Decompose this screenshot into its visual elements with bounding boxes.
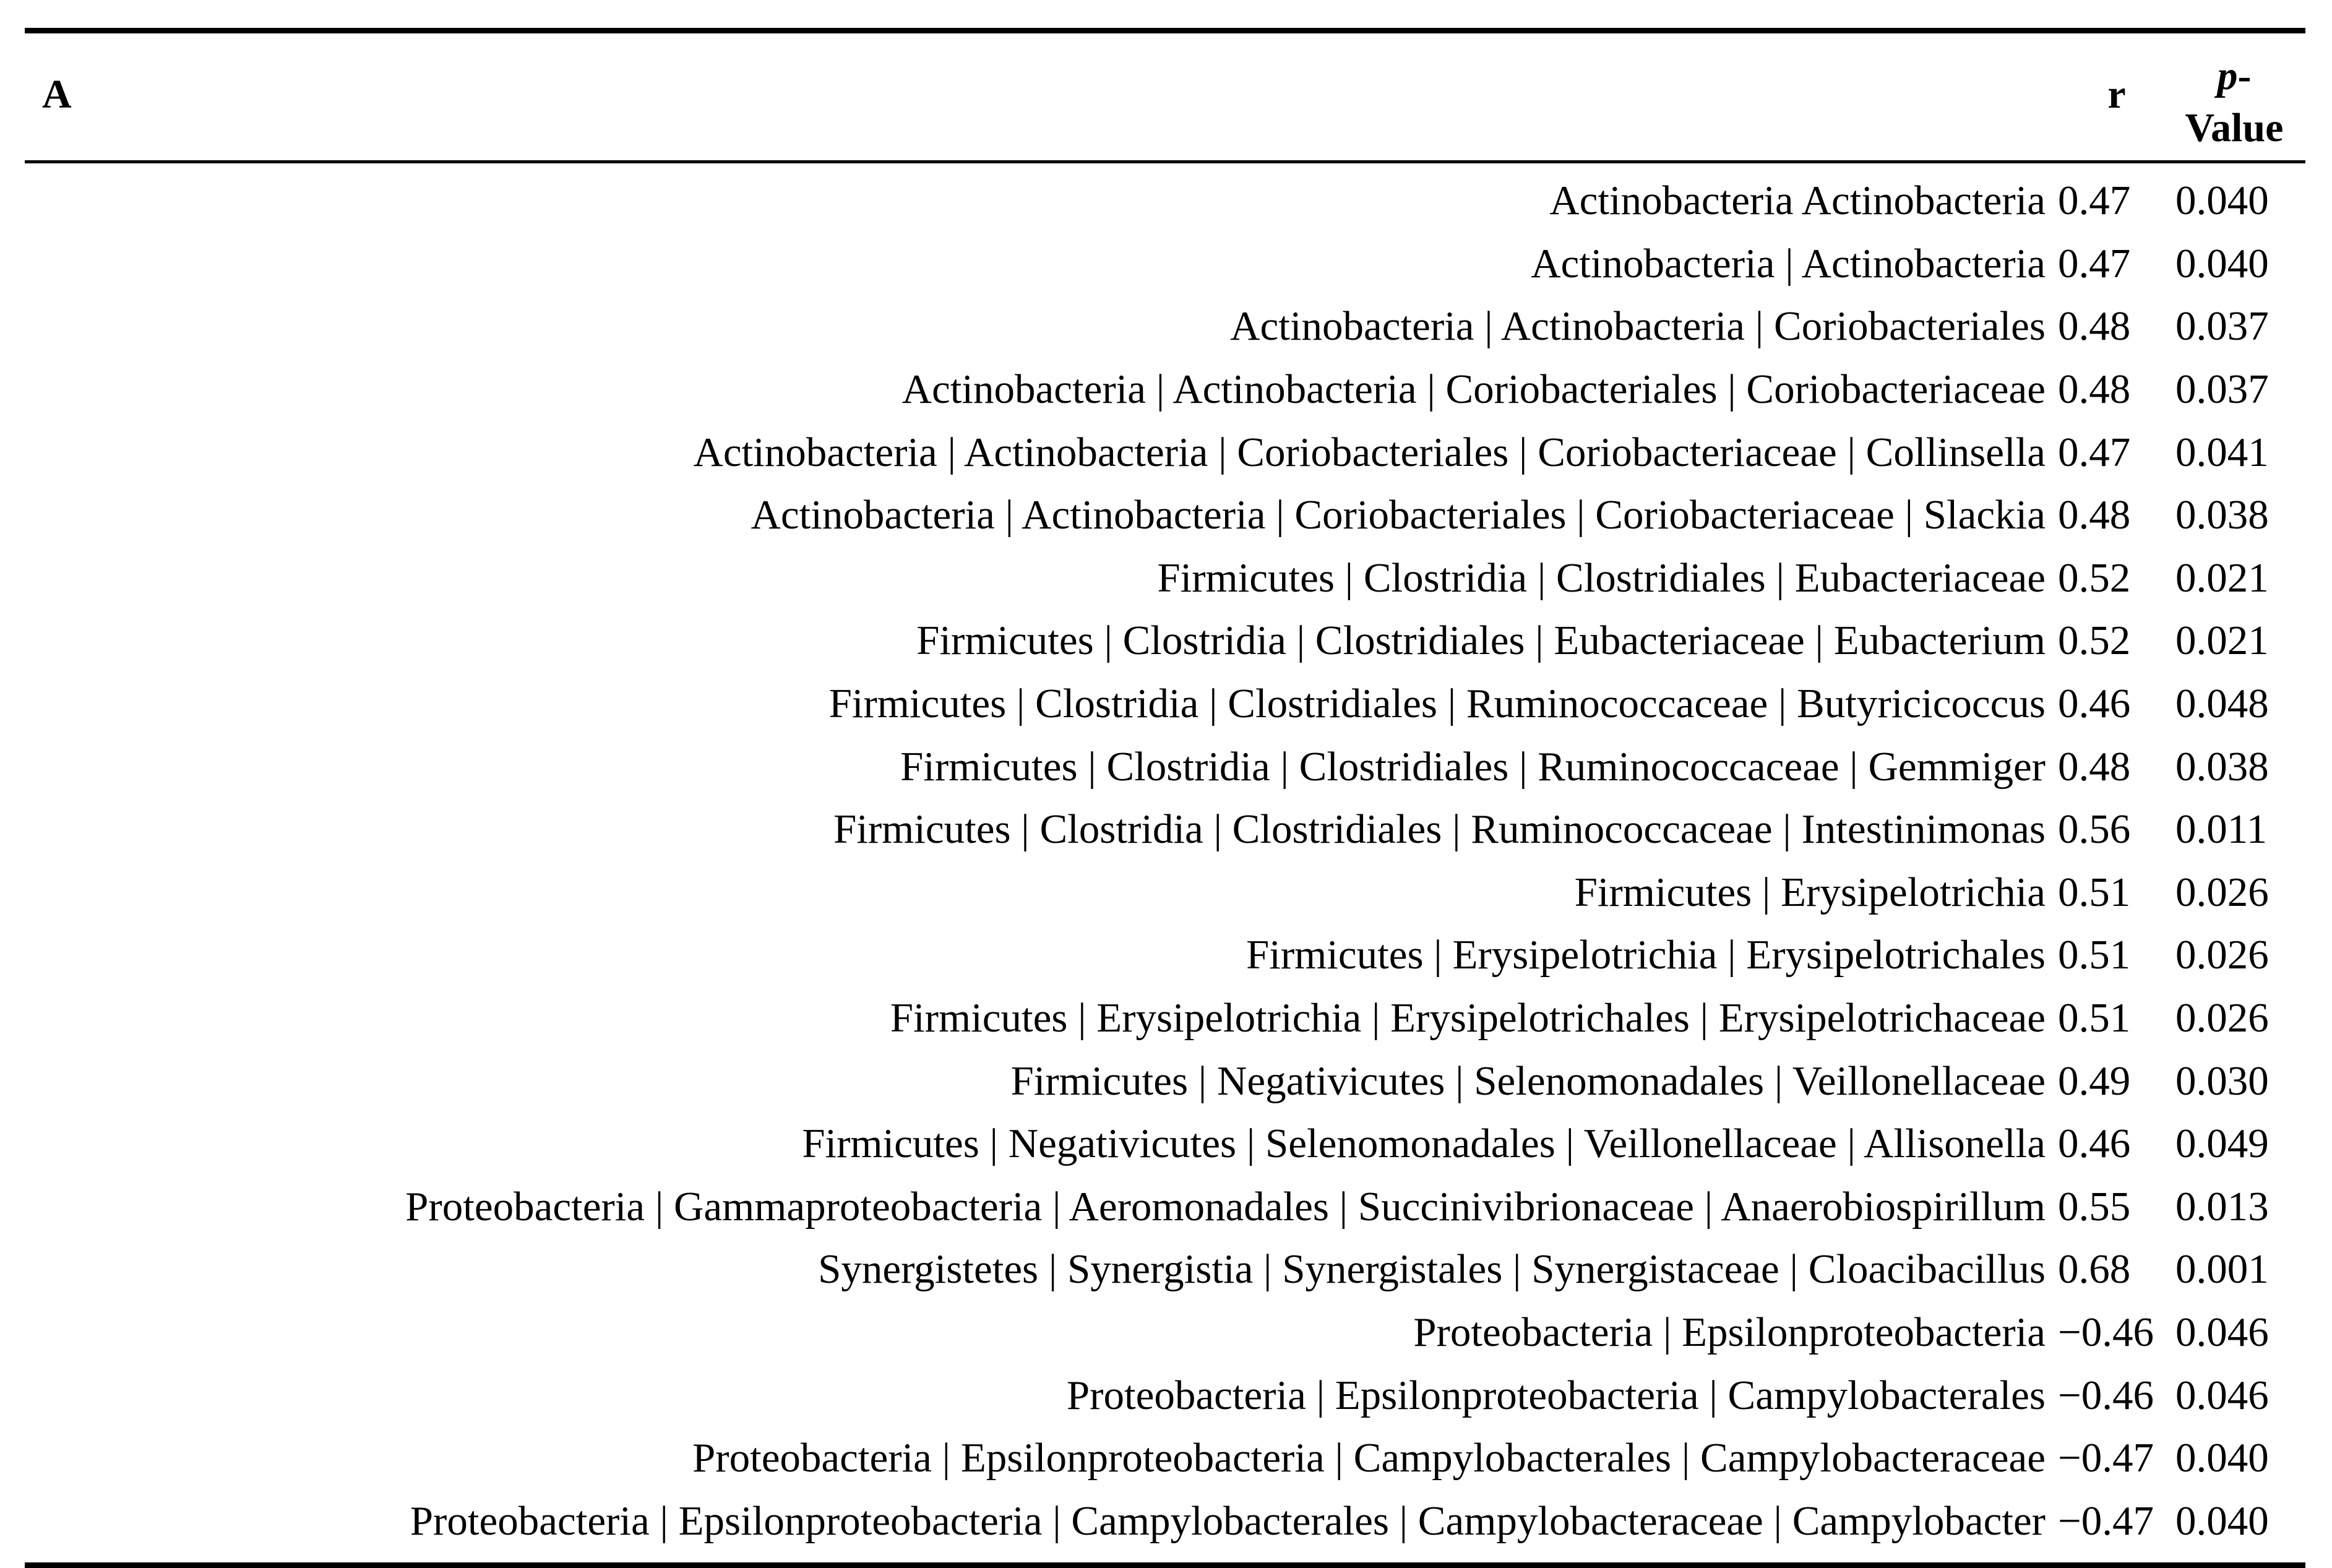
table-header-row [25, 33, 2305, 160]
taxon-cell: Actinobacteria | Actinobacteria | Coriobacteriales | Coriobacteriaceae [901, 366, 2046, 413]
r-value-cell: 0.48 [2058, 303, 2131, 350]
r-value-cell: −0.47 [2058, 1435, 2154, 1481]
taxon-cell: Firmicutes | Erysipelotrichia [1574, 869, 2046, 915]
table-top-rule [25, 28, 2305, 33]
header-p-word: Value [2185, 105, 2284, 150]
r-value-cell: 0.48 [2058, 366, 2131, 413]
table-row [25, 1049, 2305, 1113]
taxon-cell: Synergistetes | Synergistia | Synergistales | Synergistaceae | Cloacibacillus [818, 1246, 2046, 1293]
table-row [25, 484, 2305, 547]
taxon-cell: Actinobacteria Actinobacteria [1549, 178, 2046, 224]
p-value-cell: 0.049 [2175, 1121, 2269, 1167]
r-value-cell: 0.47 [2058, 240, 2131, 286]
taxon-cell: Actinobacteria | Actinobacteria | Coriobacteriales | Coriobacteriaceae | Collinsella [693, 429, 2046, 475]
taxon-cell: Firmicutes | Erysipelotrichia | Erysipelotrichales [1246, 932, 2046, 978]
taxon-cell: Actinobacteria | Actinobacteria [1531, 240, 2046, 286]
table-row [25, 861, 2305, 924]
r-value-cell: 0.51 [2058, 995, 2131, 1041]
taxon-cell: Firmicutes | Negativicutes | Selenomonadales | Veillonellaceae [1010, 1058, 2046, 1104]
taxon-cell: Firmicutes | Negativicutes | Selenomonadales | Veillonellaceae | Allisonella [802, 1121, 2046, 1167]
p-value-cell: 0.038 [2175, 743, 2269, 790]
taxon-cell: Firmicutes | Clostridia | Clostridiales | Ruminococcaceae | Gemmiger [900, 743, 2046, 790]
r-value-cell: 0.49 [2058, 1058, 2131, 1104]
table-row [25, 1176, 2305, 1239]
p-value-cell: 0.040 [2175, 178, 2269, 224]
taxon-cell: Firmicutes | Erysipelotrichia | Erysipelotrichales | Erysipelotrichaceae [890, 995, 2046, 1041]
r-value-cell: 0.47 [2058, 429, 2131, 475]
correlation-table [25, 28, 2305, 1568]
p-value-cell: 0.013 [2175, 1183, 2269, 1230]
taxon-cell: Firmicutes | Clostridia | Clostridiales | Eubacteriaceae | Eubacterium [916, 618, 2046, 664]
table-row [25, 1113, 2305, 1176]
taxon-cell: Proteobacteria | Epsilonproteobacteria [1413, 1309, 2046, 1355]
header-p-italic: p [2217, 53, 2238, 98]
p-value-cell: 0.048 [2175, 681, 2269, 727]
table-row [25, 1301, 2305, 1364]
r-value-cell: 0.51 [2058, 869, 2131, 915]
taxon-cell: Actinobacteria | Actinobacteria | Coriobacteriales | Coriobacteriaceae | Slackia [751, 492, 2046, 538]
table-row [25, 610, 2305, 673]
p-value-cell: 0.040 [2175, 240, 2269, 286]
p-value-cell: 0.026 [2175, 869, 2269, 915]
r-value-cell: 0.55 [2058, 1183, 2131, 1230]
table-row [25, 1364, 2305, 1427]
header-label: A [42, 72, 72, 117]
table-row [25, 798, 2305, 861]
table-row [25, 735, 2305, 798]
p-value-cell: 0.046 [2175, 1372, 2269, 1418]
r-value-cell: −0.46 [2058, 1372, 2154, 1418]
taxon-cell: Firmicutes | Clostridia | Clostridiales | Ruminococcaceae | Butyricicoccus [828, 681, 2046, 727]
r-value-cell: 0.48 [2058, 492, 2131, 538]
taxon-cell: Proteobacteria | Epsilonproteobacteria | Campylobacterales | Campylobacteraceae | Campylobacter [410, 1497, 2046, 1544]
p-value-cell: 0.001 [2175, 1246, 2269, 1293]
p-value-cell: 0.046 [2175, 1309, 2269, 1355]
header-p-dash: - [2237, 53, 2252, 98]
table-body [25, 163, 2305, 1562]
table-row [25, 673, 2305, 736]
r-value-cell: 0.52 [2058, 618, 2131, 664]
table-row [25, 170, 2305, 233]
p-value-cell: 0.038 [2175, 492, 2269, 538]
p-value-cell: 0.026 [2175, 932, 2269, 978]
r-value-cell: 0.68 [2058, 1246, 2131, 1293]
p-value-cell: 0.037 [2175, 303, 2269, 350]
taxon-cell: Proteobacteria | Gammaproteobacteria | Aeromonadales | Succinivibrionaceae | Anaerobiospirillum [405, 1183, 2046, 1230]
header-p-value [2163, 50, 2305, 154]
taxon-cell: Actinobacteria | Actinobacteria | Coriobacteriales [1230, 303, 2046, 350]
r-value-cell: −0.47 [2058, 1497, 2154, 1544]
taxon-cell: Firmicutes | Clostridia | Clostridiales | Ruminococcaceae | Intestinimonas [833, 806, 2046, 853]
table-row [25, 1238, 2305, 1301]
table-row [25, 295, 2305, 358]
table-bottom-rule [25, 1562, 2305, 1568]
r-value-cell: 0.46 [2058, 1121, 2131, 1167]
p-value-cell: 0.030 [2175, 1058, 2269, 1104]
header-r: r [2107, 72, 2126, 117]
r-value-cell: 0.52 [2058, 554, 2131, 601]
p-value-cell: 0.021 [2175, 618, 2269, 664]
r-value-cell: 0.46 [2058, 681, 2131, 727]
table-row [25, 547, 2305, 610]
table-row [25, 924, 2305, 987]
p-value-cell: 0.037 [2175, 366, 2269, 413]
table-row [25, 358, 2305, 421]
r-value-cell: 0.51 [2058, 932, 2131, 978]
r-value-cell: −0.46 [2058, 1309, 2154, 1355]
table-row [25, 1427, 2305, 1490]
p-value-cell: 0.040 [2175, 1497, 2269, 1544]
p-value-cell: 0.011 [2175, 806, 2268, 853]
table-row [25, 421, 2305, 484]
r-value-cell: 0.47 [2058, 178, 2131, 224]
p-value-cell: 0.026 [2175, 995, 2269, 1041]
table-row [25, 233, 2305, 296]
r-value-cell: 0.56 [2058, 806, 2131, 853]
r-value-cell: 0.48 [2058, 743, 2131, 790]
p-value-cell: 0.040 [2175, 1435, 2269, 1481]
p-value-cell: 0.041 [2175, 429, 2269, 475]
table-row [25, 987, 2305, 1050]
taxon-cell: Firmicutes | Clostridia | Clostridiales | Eubacteriaceae [1157, 554, 2046, 601]
taxon-cell: Proteobacteria | Epsilonproteobacteria | Campylobacterales | Campylobacteraceae [692, 1435, 2046, 1481]
p-value-cell: 0.021 [2175, 554, 2269, 601]
table-row [25, 1489, 2305, 1553]
taxon-cell: Proteobacteria | Epsilonproteobacteria | Campylobacterales [1066, 1372, 2046, 1418]
